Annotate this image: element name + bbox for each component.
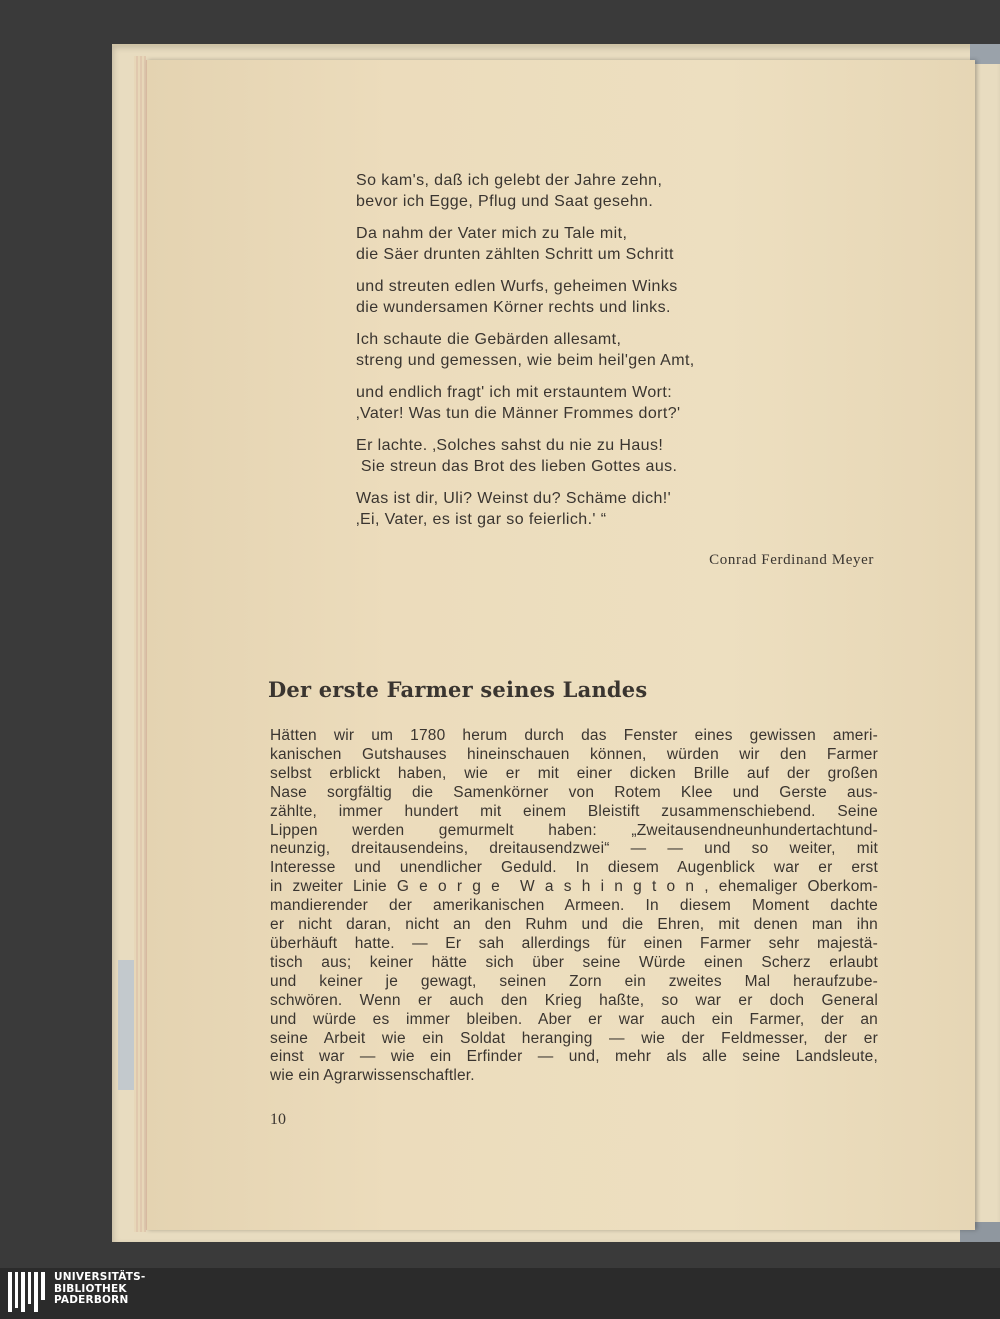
poem-stanza (356, 382, 876, 424)
poem-line: bevor ich Egge, Pflug und Saat gesehn. (356, 193, 654, 210)
poem-line: und streuten edlen Wurfs, geheimen Winks (356, 278, 678, 295)
poem-stanza (356, 223, 876, 265)
poem-line: ‚Ei, Vater, es ist gar so feierlich.' “ (356, 511, 607, 528)
body-line: Nase sorgfältig die Samenkörner von Rotem Klee und Gerste aus- (270, 783, 878, 801)
body-line: wie ein Agrarwissenschaftler. (270, 1067, 475, 1085)
library-logo-icon (8, 1272, 50, 1312)
body-line: Lippen werden gemurmelt haben: „Zweitausendneunhundertachtund- (270, 821, 878, 839)
poem-line: Ich schaute die Gebärden allesamt, (356, 331, 622, 348)
poem-stanza (356, 488, 876, 530)
poem-stanza (356, 329, 876, 371)
body-line: in zweiter Linie G e o r g e W a s h i n g t o n , ehemaliger Oberkom- (270, 878, 878, 896)
poem (356, 170, 876, 541)
body-line: schwören. Wenn er auch den Krieg haßte, so war er doch General (270, 991, 878, 1009)
body-line: seine Arbeit wie ein Soldat heranging — wie der Feldmesser, der er (270, 1029, 878, 1047)
footer-bar (0, 1268, 1000, 1319)
article-heading: Der erste Farmer seines Landes (268, 677, 648, 702)
body-line: tisch aus; keiner hätte sich über seine Würde einen Scherz erlaubt (270, 953, 878, 971)
cover-strip (118, 960, 134, 1090)
article-body (270, 727, 878, 1086)
poem-line: die Säer drunten zählten Schritt um Schritt (356, 246, 674, 263)
poem-author: Conrad Ferdinand Meyer (709, 552, 874, 568)
library-name-line: PADERBORN (54, 1294, 129, 1306)
poem-stanza (356, 170, 876, 212)
poem-stanza (356, 276, 876, 318)
poem-line: streng und gemessen, wie beim heil'gen Amt, (356, 352, 695, 369)
poem-stanza (356, 435, 876, 477)
page-edges (134, 56, 146, 1232)
body-line: überhäuft hatte. — Er sah allerdings für einen Farmer sehr majestä- (270, 934, 878, 952)
poem-line: die wundersamen Körner rechts und links. (356, 299, 671, 316)
poem-line: Was ist dir, Uli? Weinst du? Schäme dich!' (356, 490, 672, 507)
body-line: er nicht daran, nicht an den Ruhm und die Ehren, mit denen man ihn (270, 916, 878, 934)
body-line: und keiner je gewagt, seinen Zorn ein zweites Mal heraufzube- (270, 972, 878, 990)
poem-line: Er lachte. ‚Solches sahst du nie zu Haus! (356, 437, 664, 454)
library-name-line: UNIVERSITÄTS- (54, 1271, 146, 1283)
body-line: selbst erblickt haben, wie er mit einer dicken Brille auf der großen (270, 764, 878, 782)
body-line: zählte, immer hundert mit einem Bleistift zusammenschiebend. Seine (270, 802, 878, 820)
poem-line: und endlich fragt' ich mit erstauntem Wort: (356, 384, 673, 401)
body-line: und würde es immer bleiben. Aber er war auch ein Farmer, der an (270, 1010, 878, 1028)
body-line: Interesse und unendlicher Geduld. In diesem Augenblick war er erst (270, 859, 878, 877)
library-name-line: BIBLIOTHEK (54, 1282, 127, 1295)
poem-line: Sie streun das Brot des lieben Gottes aus. (356, 458, 678, 475)
body-line: neunzig, dreitausendeins, dreitausendzwei“ — — und so weiter, mit (270, 840, 878, 858)
body-line: kanischen Gutshauses hineinschauen können, würden wir den Farmer (270, 745, 878, 763)
body-line: einst war — wie ein Erfinder — und, mehr als alle seine Landsleute, (270, 1048, 878, 1066)
body-line: mandierender der amerikanischen Armeen. In diesem Moment dachte (270, 897, 878, 915)
poem-line: ‚Vater! Was tun die Männer Frommes dort?' (356, 405, 681, 422)
poem-line: So kam's, daß ich gelebt der Jahre zehn, (356, 172, 663, 189)
body-line: Hätten wir um 1780 herum durch das Fenster eines gewissen ameri- (270, 727, 878, 744)
poem-line: Da nahm der Vater mich zu Tale mit, (356, 225, 628, 242)
page-number: 10 (270, 1111, 286, 1128)
library-name (54, 1272, 145, 1307)
